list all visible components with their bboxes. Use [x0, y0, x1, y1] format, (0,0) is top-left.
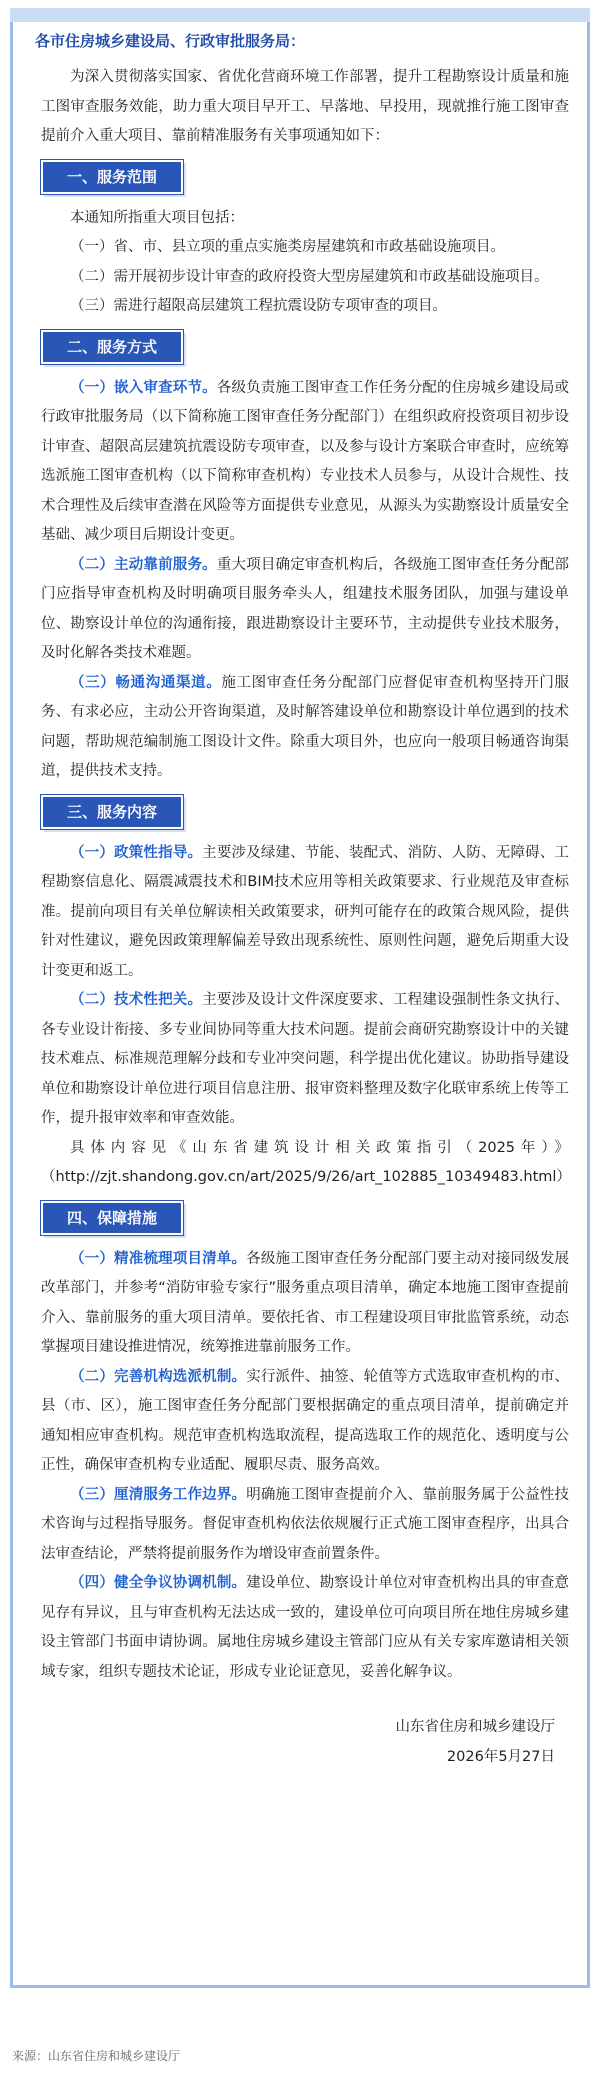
paragraph-lead: （一）嵌入审查环节。: [70, 379, 217, 396]
paragraph-text: 主要涉及设计文件深度要求、工程建设强制性条文执行、各专业设计衔接、多专业间协同等重大技术问题。提前会商研究勘察设计中的关键技术难点、标准规范理解分歧和专业冲突问题，科学提出优化建议。协助指导建设单位和勘察设计单位进行项目信息注册、报审资料整理及数字化联审系统上传等工作，提升报审效率和审查效能。: [41, 992, 570, 1126]
paragraph-text: 实行派件、抽签、轮值等方式选取审查机构的市、县（市、区），施工图审查任务分配部门要根据确定的重点项目清单，提前确定并通知相应审查机构。规范审查机构选取流程，提高选取工作的规范化、透明度与公正性，确保审查机构专业适配、履职尽责、服务高效。: [41, 1368, 570, 1473]
paragraph-lead: （一）精准梳理项目清单。: [70, 1250, 247, 1267]
document-body: [35, 29, 571, 1772]
paragraph-text: 明确施工图审查提前介入、靠前服务属于公益性技术咨询与过程指导服务。督促审查机构依法依规履行正式施工图审查程序，出具合法审查结论，严禁将提前服务作为增设审查前置条件。: [41, 1486, 570, 1562]
addressee: 各市住房城乡建设局、行政审批服务局：: [35, 32, 306, 50]
source-note: 来源：山东省住房和城乡建设厅: [12, 2049, 181, 2063]
scope-item: （二）需开展初步设计审查的政府投资大型房屋建筑和市政基础设施项目。: [70, 268, 549, 285]
frame-top-bar: [10, 8, 590, 22]
paragraph-lead: （四）健全争议协调机制。: [70, 1575, 247, 1591]
safeguard-paragraph: [41, 1481, 569, 1570]
safeguard-paragraph: [41, 1245, 569, 1363]
paragraph-text: 具体内容见《山东省建筑设计相关政策指引（2025年）》（http://zjt.shandong.gov.cn/art/2025/9/26/art_102885_10349483.html）: [41, 1139, 571, 1185]
paragraph-lead: （三）厘清服务工作边界。: [70, 1486, 247, 1503]
paragraph-lead: （二）技术性把关。: [70, 992, 203, 1008]
paragraph-text: 主要涉及绿建、节能、装配式、消防、人防、无障碍、工程勘察信息化、隔震减震技术和BIM技术应用等相关政策要求、行业规范及审查标准。提前向项目有关单位解读相关政策要求，研判可能存在的政策合规风险，提供针对性建议，避免因政策理解偏差导致出现系统性、原则性问题，避免后期重大设计变更和返工。: [41, 844, 570, 979]
safeguard-paragraph: [41, 1363, 569, 1481]
document-frame: [10, 8, 590, 1988]
section-heading-service-mode: 二、服务方式: [41, 330, 183, 364]
paragraph-text: 各级施工图审查任务分配部门要主动对接同级发展改革部门，并参考“消防审验专家行”服务重点项目清单，确定本地施工图审查提前介入、靠前服务的重大项目清单。要依托省、市工程建设项目审批监管系统，动态掌握项目建设推进情况，统筹推进靠前服务工作。: [41, 1250, 570, 1355]
service-mode-paragraph: [41, 669, 569, 787]
paragraph-text: 施工图审查任务分配部门应督促审查机构坚持开门服务、有求必应，主动公开咨询渠道，及时解答建设单位和勘察设计单位遇到的技术问题，帮助规范编制施工图设计文件。除重大项目外，也应向一般项目畅通咨询渠道，提供技术支持。: [41, 674, 569, 779]
section-heading-scope: 一、服务范围: [41, 160, 183, 194]
paragraph-lead: （三）畅通沟通渠道。: [70, 674, 222, 691]
paragraph-text: 各级负责施工图审查工作任务分配的住房城乡建设局或行政审批服务局（以下简称施工图审查任务分配部门）在组织政府投资项目初步设计审查、超限高层建筑抗震设防专项审查，以及参与设计方案联合审查时，应统筹选派施工图审查机构（以下简称审查机构）专业技术人员参与，从设计合规性、技术合理性及后续审查潜在风险等方面提供专业意见，从源头为实勘察设计质量安全基础、减少项目后期设计变更。: [41, 379, 570, 543]
paragraph-lead: （二）完善机构选派机制。: [70, 1368, 247, 1385]
service-content-paragraph: [41, 839, 569, 987]
service-mode-paragraph: [41, 551, 569, 669]
paragraph-lead: （一）政策性指导。: [70, 844, 203, 861]
signature-date: 2026年5月27日: [446, 1748, 555, 1765]
service-mode-paragraph: [41, 374, 569, 551]
signature-org: 山东省住房和城乡建设厅: [395, 1719, 555, 1735]
scope-item: （三）需进行超限高层建筑工程抗震设防专项审查的项目。: [70, 298, 447, 314]
paragraph-text: 重大项目确定审查机构后，各级施工图审查任务分配部门应指导审查机构及时明确项目服务牵头人，组建技术服务团队，加强与建设单位、勘察设计单位的沟通衔接，跟进勘察设计主要环节，主动提供专业技术服务，及时化解各类技术难题。: [41, 556, 570, 661]
section-heading-safeguards: 四、保障措施: [41, 1201, 183, 1235]
paragraph-text: 建设单位、勘察设计单位对审查机构出具的审查意见存有异议，且与审查机构无法达成一致的，建设单位可向项目所在地住房城乡建设主管部门书面申请协调。属地住房城乡建设主管部门应从有关专家库邀请相关领域专家，组织专题技术论证，形成专业论证意见，妥善化解争议。: [41, 1575, 570, 1680]
service-content-paragraph: [41, 986, 569, 1134]
safeguard-paragraph: [41, 1569, 569, 1687]
scope-item: （一）省、市、县立项的重点实施类房屋建筑和市政基础设施项目。: [70, 239, 505, 255]
paragraph-lead: （二）主动靠前服务。: [70, 556, 217, 573]
intro-paragraph: 为深入贯彻落实国家、省优化营商环境工作部署，提升工程勘察设计质量和施工图审查服务效能，助力重大项目早开工、早落地、早投用，现就推行施工图审查提前介入重大项目、靠前精准服务有关事项通知如下：: [41, 69, 569, 144]
policy-reference-paragraph: [41, 1134, 569, 1193]
section-heading-service-content: 三、服务内容: [41, 795, 183, 829]
scope-intro: 本通知所指重大项目包括：: [70, 209, 244, 226]
